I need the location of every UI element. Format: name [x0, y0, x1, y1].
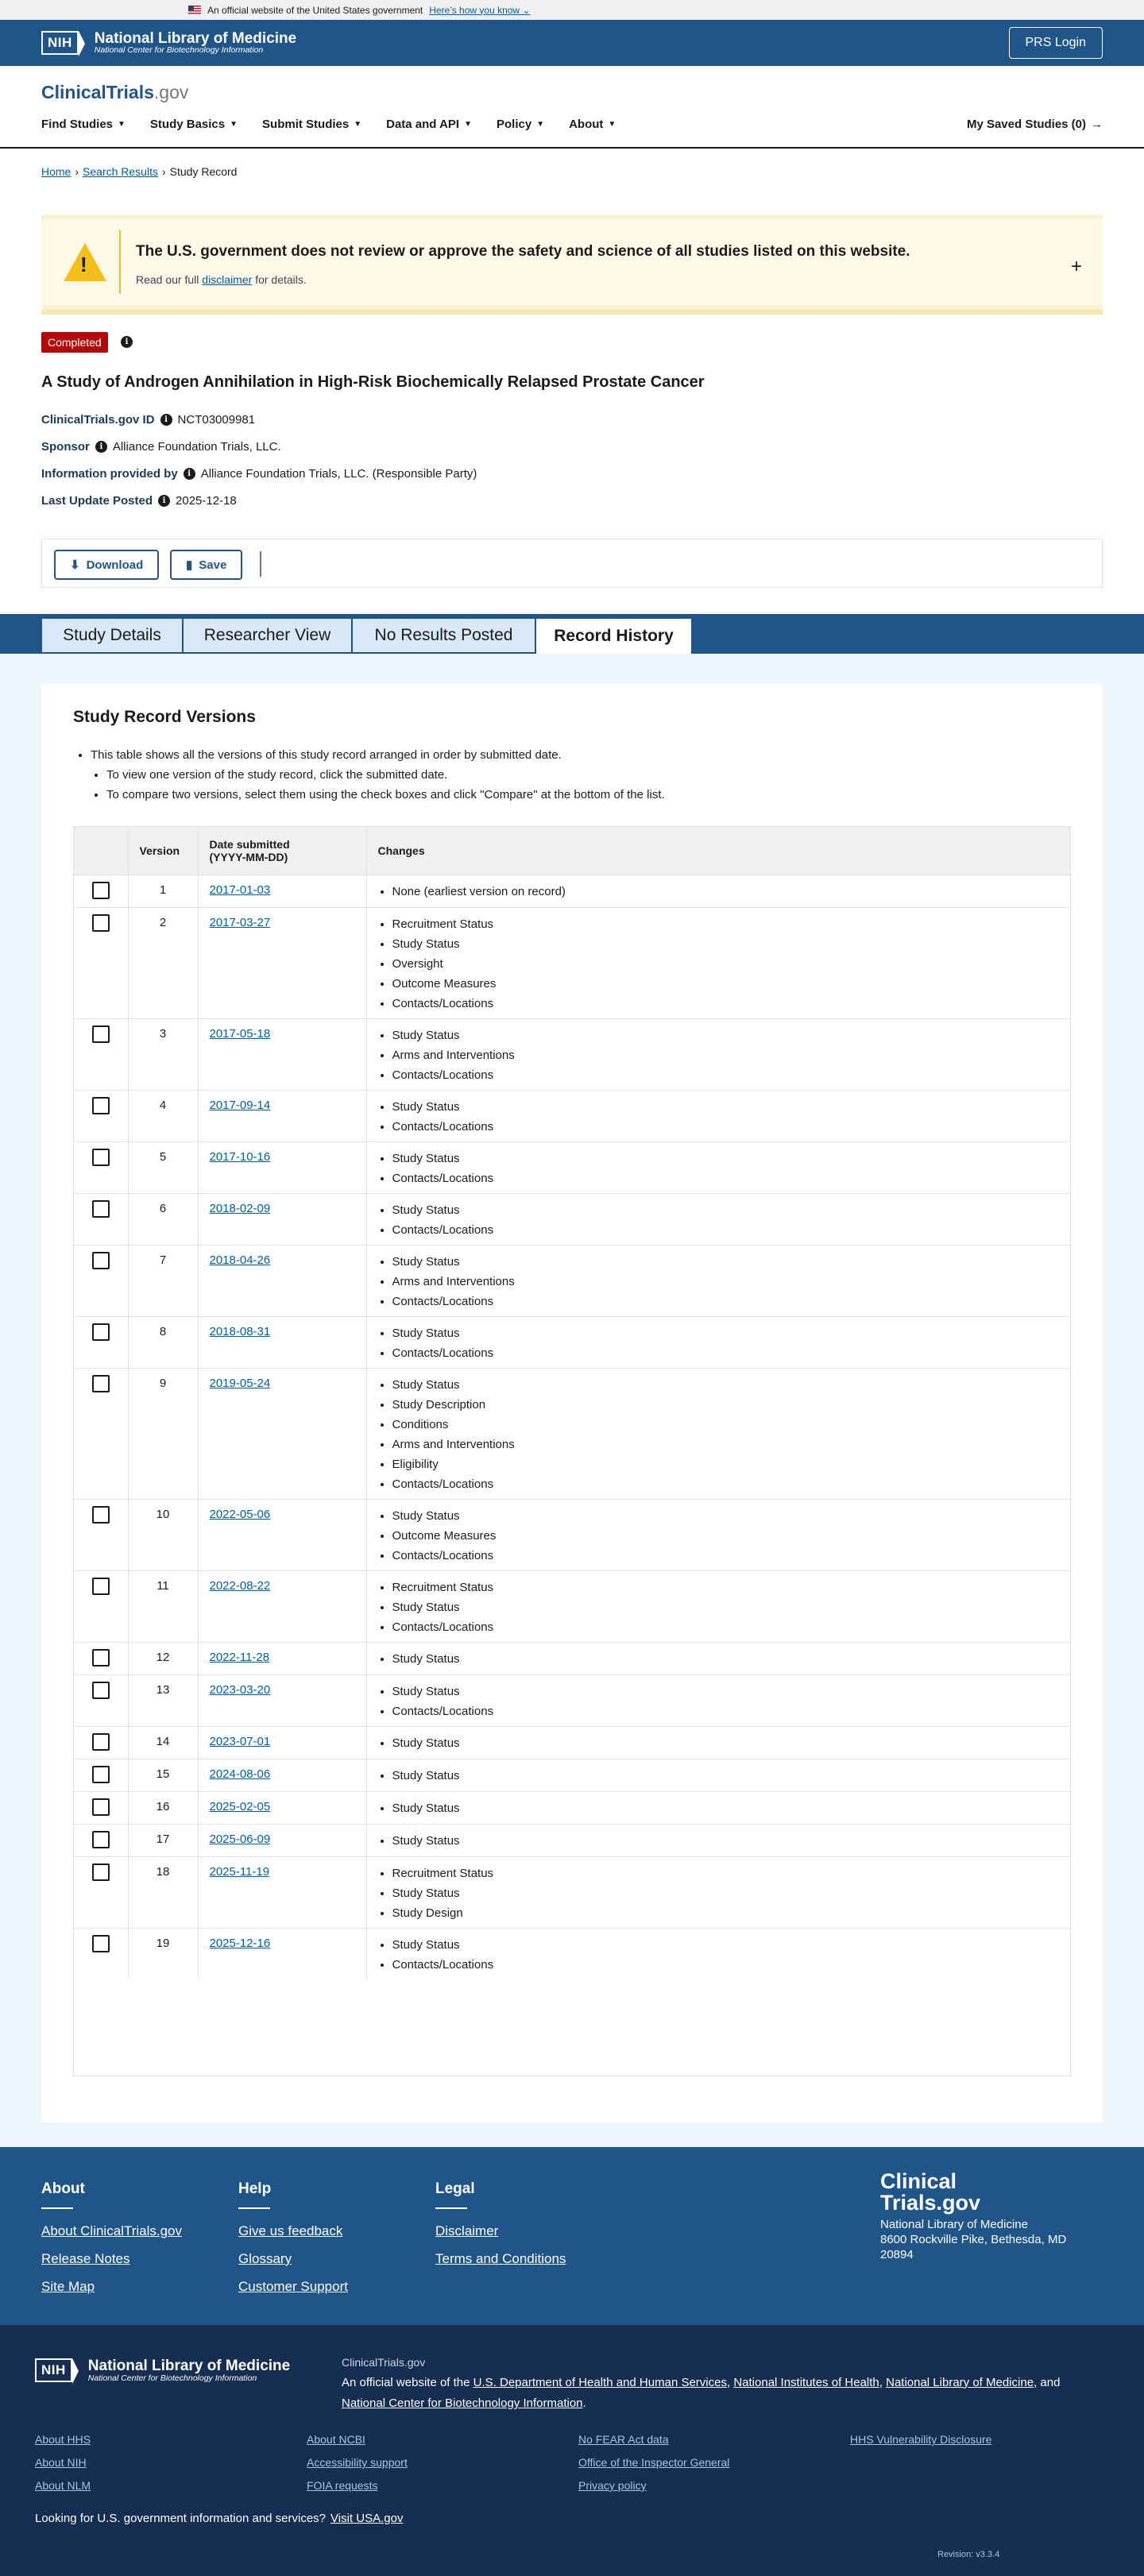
version-changes [366, 1018, 1070, 1090]
nlm-footer [0, 2325, 1144, 2576]
version-changes [366, 1193, 1070, 1245]
chevron-down-icon: ⌄ [522, 4, 531, 16]
change-item: • Contacts/Locations [392, 1065, 1060, 1085]
table-row [74, 1856, 1070, 1928]
compare-checkbox[interactable] [92, 1863, 110, 1881]
table-row [74, 1090, 1070, 1141]
prs-login-button[interactable]: PRS Login [1009, 27, 1103, 59]
table-row [74, 1759, 1070, 1791]
version-changes [366, 1759, 1070, 1791]
compare-checkbox[interactable] [92, 882, 110, 899]
link-no-fear[interactable]: No FEAR Act data [578, 2433, 669, 2446]
compare-checkbox[interactable] [92, 1252, 110, 1269]
info-icon[interactable]: i [184, 468, 195, 480]
compare-checkbox[interactable] [92, 1798, 110, 1816]
link-about-ncbi[interactable]: About NCBI [307, 2433, 365, 2446]
info-icon[interactable]: i [121, 336, 133, 348]
version-date-link[interactable]: 2025-12-16 [209, 1936, 271, 1950]
change-item: • Contacts/Locations [392, 1474, 1060, 1494]
ncbi-subtitle: National Center for Biotechnology Information [94, 45, 264, 56]
last-update-label: Last Update Posted [41, 494, 153, 508]
compare-checkbox[interactable] [92, 1935, 110, 1952]
disclaimer-link[interactable]: disclaimer [202, 273, 253, 286]
change-item: • Contacts/Locations [392, 1220, 1060, 1240]
link-about-nih[interactable]: About NIH [35, 2456, 87, 2469]
footer-link-disclaimer[interactable]: Disclaimer [435, 2223, 499, 2238]
version-date-link[interactable]: 2018-02-09 [209, 1201, 271, 1215]
change-item: • Contacts/Locations [392, 1117, 1060, 1137]
change-item: • Study Status [392, 1649, 1060, 1669]
version-number: 13 [128, 1674, 198, 1726]
change-item: • Contacts/Locations [392, 1168, 1060, 1188]
breadcrumb-separator: › [75, 165, 79, 178]
version-date-link[interactable]: 2023-03-20 [209, 1682, 271, 1697]
nih-badge: NIH [41, 31, 79, 55]
usa-gov-link[interactable]: Visit USA.gov [330, 2512, 404, 2525]
versions-table-body [74, 875, 1070, 1979]
tab-study-details[interactable]: Study Details [41, 618, 183, 653]
footer-link-terms[interactable]: Terms and Conditions [435, 2251, 566, 2266]
version-date-link[interactable]: 2022-11-28 [209, 1650, 270, 1664]
version-number: 9 [128, 1368, 198, 1499]
info-icon[interactable]: i [158, 495, 170, 507]
compare-checkbox[interactable] [92, 1649, 110, 1666]
version-date-link[interactable]: 2025-11-19 [209, 1864, 270, 1879]
main-nav [41, 118, 1103, 131]
arrow-right-icon: → [1091, 118, 1103, 131]
breadcrumb [41, 165, 237, 178]
compare-checkbox[interactable] [92, 1200, 110, 1218]
compare-checkbox[interactable] [92, 1578, 110, 1595]
intro-bullet-compare: • To compare two versions, select them using the check boxes and click "Compare" at the bottom of the list. [106, 785, 665, 805]
site-logo[interactable]: ClinicalTrials.gov [41, 82, 189, 102]
link-foia[interactable]: FOIA requests [307, 2479, 378, 2492]
change-item: • Contacts/Locations [392, 1617, 1060, 1637]
change-item: • Arms and Interventions [392, 1272, 1060, 1292]
table-row [74, 1245, 1070, 1316]
alert-divider [119, 230, 121, 294]
compare-checkbox[interactable] [92, 1506, 110, 1524]
change-item: • Study Status [392, 934, 1060, 954]
chevron-down-icon: ▼ [118, 120, 126, 129]
change-item: • Study Status [392, 1506, 1060, 1526]
version-changes [366, 1791, 1070, 1824]
change-item: • Study Status [392, 1025, 1060, 1045]
footer-help-heading: Help [238, 2180, 272, 2197]
change-item: • Study Status [392, 1375, 1060, 1395]
tab-no-results-posted[interactable]: No Results Posted [352, 618, 535, 653]
last-update-row [41, 494, 237, 508]
download-icon: ⬇ [70, 558, 80, 572]
version-number: 7 [128, 1245, 198, 1316]
compare-checkbox[interactable] [92, 1682, 110, 1699]
change-item: • Study Status [392, 1733, 1060, 1753]
hhs-link[interactable]: U.S. Department of Health and Human Services [473, 2376, 727, 2389]
record-history-card [41, 684, 1103, 2122]
change-item: • Study Status [392, 1831, 1060, 1851]
breadcrumb-home[interactable]: Home [41, 165, 72, 178]
version-number: 6 [128, 1193, 198, 1245]
last-update-value: 2025-12-18 [176, 494, 237, 508]
version-date-link[interactable]: 2025-06-09 [209, 1832, 271, 1846]
ncbi-link[interactable]: National Center for Biotechnology Information [342, 2396, 583, 2410]
versions-intro [73, 745, 665, 805]
change-item: • Study Status [392, 1935, 1060, 1955]
change-item: • Recruitment Status [392, 1863, 1060, 1883]
disclaimer-alert [41, 214, 1103, 315]
table-row [74, 1193, 1070, 1245]
change-item: • Study Status [392, 1149, 1060, 1168]
breadcrumb-search-results[interactable]: Search Results [83, 165, 158, 178]
change-item: • Contacts/Locations [392, 1292, 1060, 1311]
table-row [74, 1642, 1070, 1674]
change-item: • Arms and Interventions [392, 1435, 1060, 1454]
version-date-link[interactable]: 2025-02-05 [209, 1799, 271, 1813]
version-changes [366, 1499, 1070, 1570]
nlm-title: National Library of Medicine [94, 29, 297, 47]
footer-logo[interactable]: Clinical Trials.gov [880, 2169, 981, 2215]
study-actions [41, 539, 1103, 588]
version-date-link[interactable]: 2017-05-18 [209, 1026, 271, 1041]
gov-banner-text: An official website of the United States government [207, 4, 423, 16]
version-changes [366, 907, 1070, 1018]
table-row [74, 1141, 1070, 1193]
nav-submit-studies[interactable]: Submit Studies ▼ [262, 118, 362, 131]
table-row [74, 1570, 1070, 1642]
change-item: • Study Status [392, 1798, 1060, 1818]
version-number: 2 [128, 907, 198, 1018]
change-item: • Contacts/Locations [392, 1701, 1060, 1721]
change-item: • Conditions [392, 1415, 1060, 1435]
footer-link-site-map[interactable]: Site Map [41, 2279, 95, 2294]
footer-link-about[interactable]: About ClinicalTrials.gov [41, 2223, 182, 2238]
change-item: • Study Status [392, 1883, 1060, 1903]
nav-study-basics[interactable]: Study Basics ▼ [149, 118, 238, 131]
chevron-down-icon: ▼ [608, 120, 616, 129]
tab-record-history[interactable]: Record History [535, 618, 692, 654]
table-row [74, 1928, 1070, 1979]
compare-checkbox[interactable] [92, 1375, 110, 1392]
sponsor-value: Alliance Foundation Trials, LLC. [112, 440, 281, 454]
link-privacy[interactable]: Privacy policy [578, 2479, 647, 2492]
nih-link[interactable]: National Institutes of Health [733, 2376, 879, 2389]
info-provided-value: Alliance Foundation Trials, LLC. (Responsible Party) [200, 467, 477, 481]
change-item: • Study Status [392, 1682, 1060, 1701]
change-item: • Outcome Measures [392, 1526, 1060, 1546]
table-row [74, 1018, 1070, 1090]
sponsor-label: Sponsor [41, 440, 90, 454]
table-row [74, 1674, 1070, 1726]
versions-table-wrapper [73, 826, 1071, 2076]
version-date-link[interactable]: 2023-07-01 [209, 1734, 271, 1748]
table-row [74, 875, 1070, 907]
my-saved-studies-link[interactable]: My Saved Studies (0) → [966, 118, 1103, 131]
version-date-link[interactable]: 2018-08-31 [209, 1324, 271, 1338]
compare-checkbox[interactable] [92, 1323, 110, 1341]
table-row [74, 1726, 1070, 1759]
download-button[interactable]: ⬇ Download [54, 550, 159, 580]
version-number: 12 [128, 1642, 198, 1674]
link-about-hhs[interactable]: About HHS [35, 2433, 91, 2446]
change-item: • Study Status [392, 1597, 1060, 1617]
version-changes [366, 1674, 1070, 1726]
table-row [74, 1791, 1070, 1824]
gov-banner [0, 0, 1144, 20]
chevron-down-icon: ▼ [230, 120, 238, 129]
us-flag-icon [188, 6, 201, 14]
table-row [74, 1368, 1070, 1499]
warning-exclamation: ! [80, 253, 87, 276]
intro-text: • This table shows all the versions of this study record arranged in order by submitted date. [91, 745, 665, 765]
version-number: 15 [128, 1759, 198, 1791]
footer-about-heading: About [41, 2180, 85, 2197]
version-number: 18 [128, 1856, 198, 1928]
compare-checkbox[interactable] [92, 914, 110, 932]
version-changes [366, 1090, 1070, 1141]
col-date-submitted: Date submitted (YYYY-MM-DD) [198, 827, 366, 875]
version-number: 5 [128, 1141, 198, 1193]
alert-title: The U.S. government does not review or approve the safety and science of all studies listed on this website. [136, 243, 910, 260]
intro-bullet-view: • To view one version of the study record, click the submitted date. [106, 765, 665, 785]
change-item: • Study Design [392, 1903, 1060, 1923]
info-icon[interactable]: i [95, 441, 107, 453]
breadcrumb-current: Study Record [169, 165, 238, 178]
site-header [0, 66, 1144, 149]
version-changes [366, 1928, 1070, 1979]
change-item: • Recruitment Status [392, 914, 1060, 934]
link-about-nlm[interactable]: About NLM [35, 2479, 91, 2492]
nlm-link[interactable]: National Library of Medicine [886, 2376, 1034, 2389]
nav-policy[interactable]: Policy ▼ [497, 118, 545, 131]
nlm-logo[interactable] [41, 31, 296, 56]
link-vulnerability[interactable]: HHS Vulnerability Disclosure [850, 2433, 992, 2446]
nav-data-api[interactable]: Data and API ▼ [386, 118, 472, 131]
bookmark-icon: ▮ [186, 558, 193, 572]
version-number: 17 [128, 1824, 198, 1856]
link-accessibility[interactable]: Accessibility support [307, 2456, 408, 2469]
version-date-link[interactable]: 2018-04-26 [209, 1253, 271, 1267]
nav-about[interactable]: About ▼ [569, 118, 616, 131]
col-version: Version [128, 827, 198, 875]
version-changes [366, 1856, 1070, 1928]
chevron-down-icon: ▼ [536, 120, 545, 129]
version-date-link[interactable]: 2019-05-24 [209, 1376, 271, 1390]
footer-link-glossary[interactable]: Glossary [238, 2251, 292, 2266]
version-date-link[interactable]: 2017-10-16 [209, 1149, 271, 1164]
nlm-footer-logo[interactable] [35, 2358, 290, 2383]
how-you-know-link[interactable]: Here’s how you know ⌄ [429, 4, 531, 16]
table-row [74, 1824, 1070, 1856]
compare-checkbox[interactable] [92, 1831, 110, 1848]
table-row [74, 1316, 1070, 1368]
col-changes: Changes [377, 844, 425, 857]
footer-link-feedback[interactable]: Give us feedback [238, 2223, 343, 2238]
change-item: • Eligibility [392, 1454, 1060, 1474]
change-item: • Contacts/Locations [392, 1955, 1060, 1975]
version-changes [366, 1570, 1070, 1642]
chevron-down-icon: ▼ [354, 120, 362, 129]
change-item: • Study Status [392, 1200, 1060, 1220]
change-item: • Oversight [392, 954, 1060, 974]
footer-legal-column [435, 2180, 566, 2279]
table-row [74, 907, 1070, 1018]
version-number: 4 [128, 1090, 198, 1141]
version-number: 10 [128, 1499, 198, 1570]
change-item: • Contacts/Locations [392, 1546, 1060, 1566]
sponsor-row [41, 440, 281, 454]
alert-body: Read our full disclaimer for details. [136, 273, 307, 286]
table-row [74, 1499, 1070, 1570]
version-number: 19 [128, 1928, 198, 1979]
versions-heading: Study Record Versions [73, 708, 256, 726]
status-badge: Completed [41, 332, 108, 353]
change-item: • Contacts/Locations [392, 994, 1060, 1014]
info-icon[interactable]: i [160, 414, 172, 426]
usa-gov-line: Looking for U.S. government information and services? Visit USA.gov [35, 2512, 404, 2525]
chevron-down-icon: ▼ [464, 120, 472, 129]
ncbi-subtitle: National Center for Biotechnology Information [87, 2373, 257, 2383]
table-header-row [74, 827, 1070, 875]
study-id-value: NCT03009981 [177, 413, 256, 427]
info-provided-label: Information provided by [41, 467, 178, 481]
compare-checkbox[interactable] [92, 1766, 110, 1783]
version-changes [366, 1726, 1070, 1759]
footer-help-column [238, 2180, 348, 2307]
version-number: 1 [128, 875, 198, 907]
change-item: • None (earliest version on record) [392, 882, 1060, 902]
version-changes [366, 1141, 1070, 1193]
change-item: • Study Description [392, 1395, 1060, 1415]
footer-about-column [41, 2180, 182, 2307]
version-date-link[interactable]: 2022-05-06 [209, 1507, 271, 1521]
change-item: • Study Status [392, 1766, 1060, 1786]
version-number: 11 [128, 1570, 198, 1642]
version-changes [366, 1642, 1070, 1674]
compare-checkbox[interactable] [92, 1149, 110, 1166]
change-item: • Study Status [392, 1097, 1060, 1117]
expand-alert-button[interactable]: + [1070, 256, 1082, 277]
actions-divider [260, 551, 261, 577]
version-changes [366, 875, 1070, 907]
version-number: 3 [128, 1018, 198, 1090]
tab-researcher-view[interactable]: Researcher View [183, 618, 352, 653]
version-changes [366, 1245, 1070, 1316]
nih-header [0, 20, 1144, 66]
info-provided-row [41, 467, 477, 481]
col-select [74, 827, 128, 875]
footer-link-release-notes[interactable]: Release Notes [41, 2251, 130, 2266]
change-item: • Study Status [392, 1323, 1060, 1343]
nlm-title: National Library of Medicine [87, 2358, 291, 2374]
version-changes [366, 1368, 1070, 1499]
breadcrumb-separator: › [161, 165, 166, 178]
version-date-link[interactable]: 2017-09-14 [209, 1098, 271, 1112]
footer-address: National Library of Medicine 8600 Rockville Pike, Bethesda, MD 20894 [880, 2218, 1067, 2261]
revision-text: Revision: v3.3.4 [937, 2550, 1000, 2559]
footer-legal-heading: Legal [435, 2180, 475, 2197]
footer-link-customer-support[interactable]: Customer Support [238, 2279, 348, 2294]
change-item: • Study Status [392, 1252, 1060, 1272]
change-item: • Arms and Interventions [392, 1045, 1060, 1065]
version-date-link[interactable]: 2022-08-22 [209, 1578, 271, 1593]
version-number: 14 [128, 1726, 198, 1759]
official-website-text: ClinicalTrials.gov An official website of the U.S. Department of Health and Human Services, National Institutes of Health, National Library of Medicine, and National Center for Biotechnology Information. [342, 2352, 1088, 2414]
version-changes [366, 1316, 1070, 1368]
study-title: A Study of Androgen Annihilation in High-Risk Biochemically Relapsed Prostate Cancer [41, 373, 705, 391]
compare-checkbox[interactable] [92, 1025, 110, 1043]
versions-table [74, 827, 1070, 1979]
study-id-label: ClinicalTrials.gov ID [41, 413, 155, 427]
study-id-row [41, 413, 255, 427]
version-date-link[interactable]: 2024-08-06 [209, 1767, 271, 1781]
nih-badge: NIH [35, 2358, 72, 2382]
version-date-link[interactable]: 2017-01-03 [209, 882, 271, 897]
version-number: 16 [128, 1791, 198, 1824]
change-item: • Recruitment Status [392, 1578, 1060, 1597]
version-changes [366, 1824, 1070, 1856]
compare-checkbox[interactable] [92, 1733, 110, 1751]
change-item: • Contacts/Locations [392, 1343, 1060, 1363]
nlm-site-name: ClinicalTrials.gov [342, 2356, 426, 2369]
compare-checkbox[interactable] [92, 1097, 110, 1114]
save-button[interactable]: ▮ Save [170, 550, 242, 580]
version-date-link[interactable]: 2017-03-27 [209, 915, 271, 929]
version-number: 8 [128, 1316, 198, 1368]
change-item: • Outcome Measures [392, 974, 1060, 994]
nav-find-studies[interactable]: Find Studies ▼ [41, 118, 126, 131]
site-footer [0, 2147, 1144, 2325]
link-inspector-general[interactable]: Office of the Inspector General [578, 2456, 730, 2469]
